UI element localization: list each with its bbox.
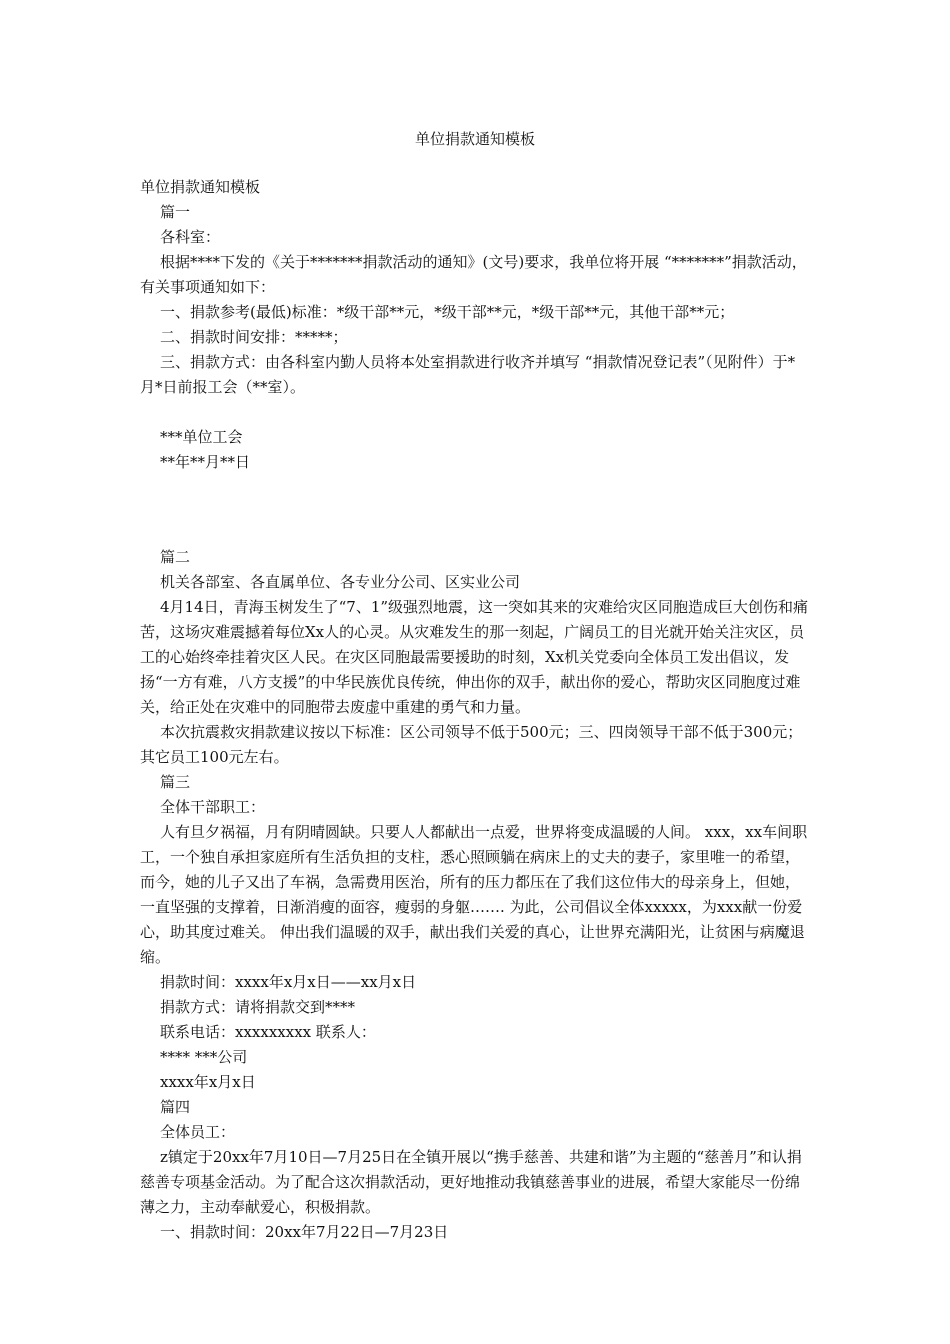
signature-org: ***单位工会 [160,428,243,446]
salutation-1: 各科室： [160,228,221,246]
signature-date: **年**月**日 [160,453,251,471]
salutation-2: 机关各部室、各直属单位、各专业分公司、区实业公司 [160,573,521,591]
paragraph: **** ***公司 [160,1048,248,1066]
section-label-1: 篇一 [160,203,191,221]
paragraph: 联系电话：xxxxxxxxx 联系人： [160,1023,376,1041]
section-label-3: 篇三 [160,773,191,791]
paragraph: 捐款方式：请将捐款交到**** [160,998,356,1016]
section-label-4: 篇四 [160,1098,191,1116]
paragraph: 三、捐款方式：由各科室内勤人员将本处室捐款进行收齐并填写 “捐款情况登记表”（见附件）于*月*日前报工会（**室）。 [140,353,796,396]
spacer [140,475,810,545]
salutation-3: 全体干部职工： [160,798,266,816]
spacer [140,400,810,425]
paragraph: 一、捐款参考(最低)标准：*级干部**元，*级干部**元，*级干部**元，其他干部**元； [160,303,735,321]
paragraph: 人有旦夕祸福，月有阴晴圆缺。只要人人都献出一点爱，世界将变成温暖的人间。 xxx，xx车间职工，一个独自承担家庭所有生活负担的支柱，悉心照顾躺在病床上的丈夫的妻子，家里唯一的希望，而今，她的儿子又出了车祸，急需费用医治，所有的压力都压在了我们这位伟大的母亲身上，但她，一直坚强的支撑着，日渐消瘦的面容，瘦弱的身躯……. 为此，公司倡议全体xxxxx，为xxx献一份爱心，助其度过难关。 伸出我们温暖的双手，献出我们关爱的真心，让世界充满阳光，让贫困与病魔退缩。 [140,823,808,966]
section-label-2: 篇二 [160,548,191,566]
paragraph: 一、捐款时间：20xx年7月22日—7月23日 [160,1223,449,1241]
salutation-4: 全体员工： [160,1123,236,1141]
paragraph: 捐款时间：xxxx年x月x日——xx月x日 [160,973,417,991]
paragraph: 二、捐款时间安排：*****； [160,328,348,346]
document-title: 单位捐款通知模板 [414,130,535,148]
paragraph: z镇定于20xx年7月10日—7月25日在全镇开展以“携手慈善、共建和谐”为主题的“慈善月”和认捐慈善专项基金活动。为了配合这次捐款活动，更好地推动我镇慈善事业的进展，希望大家能尽一份绵薄之力，主动奉献爱心，积极捐款。 [140,1148,802,1216]
paragraph: xxxx年x月x日 [160,1073,256,1091]
paragraph: 本次抗震救灾捐款建议按以下标准：区公司领导不低于500元；三、四岗领导干部不低于300元；其它员工100元左右。 [140,723,803,766]
document-body [140,175,810,1245]
paragraph: 根据****下发的《关于*******捐款活动的通知》(文号)要求，我单位将开展 “*******”捐款活动，有关事项通知如下： [140,253,807,296]
paragraph: 4月14日，青海玉树发生了“7、1”级强烈地震，这一突如其来的灾难给灾区同胞造成巨大创伤和痛苦，这场灾难震撼着每位Xx人的心灵。从灾难发生的那一刻起，广阔员工的目光就开始关注灾区，员工的心始终牵挂着灾区人民。在灾区同胞最需要援助的时刻，Xx机关党委向全体员工发出倡议，发扬“一方有难，八方支援”的中华民族优良传统，伸出你的双手，献出你的爱心，帮助灾区同胞度过难关，给正处在灾难中的同胞带去废虚中重建的勇气和力量。 [140,598,809,716]
body-heading: 单位捐款通知模板 [140,178,261,196]
